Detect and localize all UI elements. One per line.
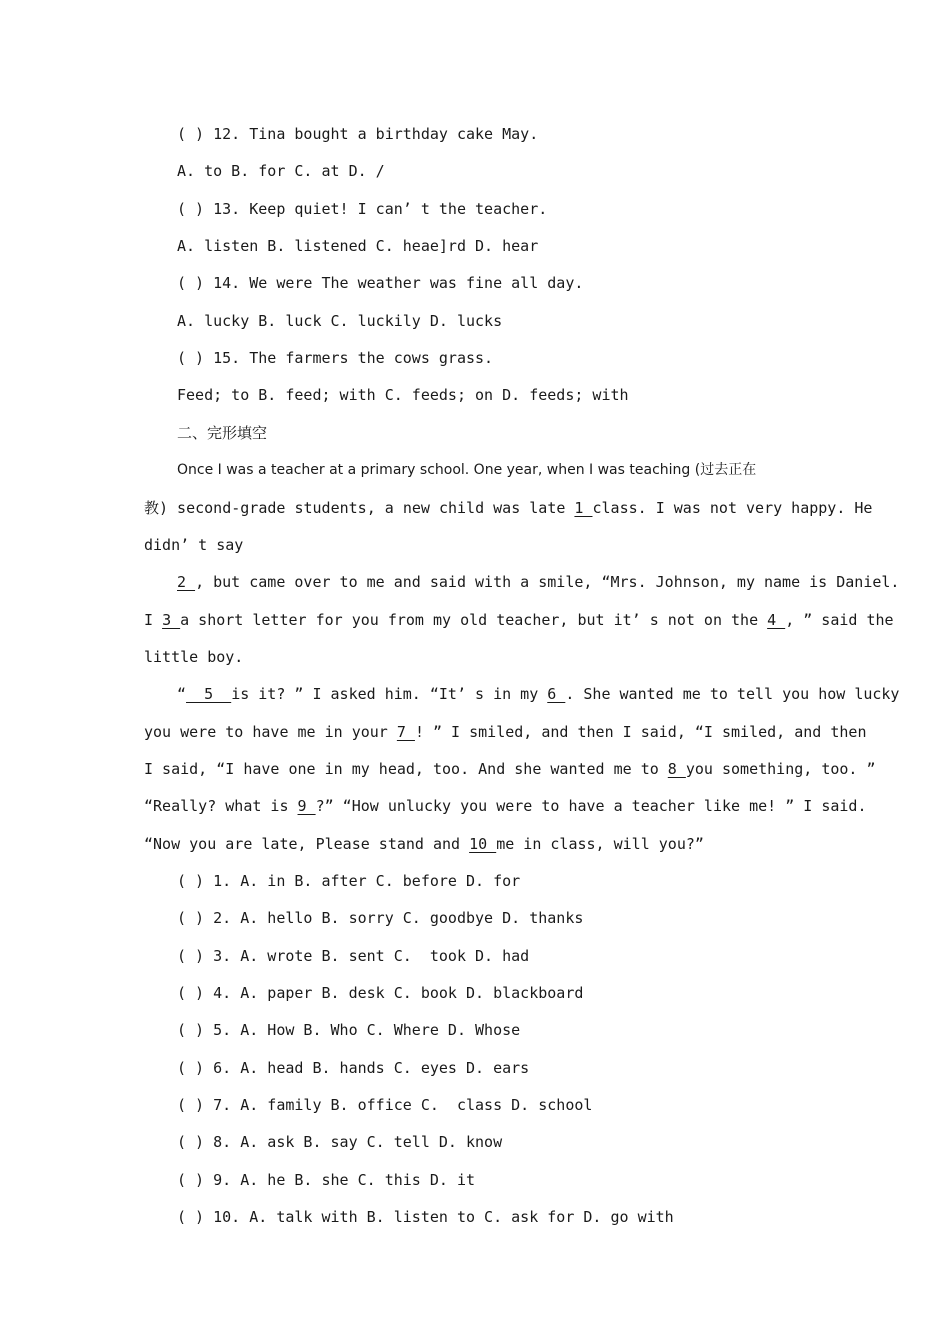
cloze-paragraph-line: didn’ t say: [144, 536, 244, 554]
cloze-paragraph-line: [144, 759, 876, 779]
question-14-stem: ( ) 14. We were The weather was fine all day.: [177, 274, 584, 292]
cloze-question-9: ( ) 9. A. he B. she C. this D. it: [177, 1171, 476, 1189]
cloze-question-5: ( ) 5. A. How B. Who C. Where D. Whose: [177, 1021, 521, 1039]
blank-3: 3: [162, 611, 181, 629]
blank-5: 5: [186, 685, 232, 703]
blank-9: 9: [297, 797, 316, 815]
text-run: “Now you are late, Please stand and: [144, 835, 470, 853]
cloze-question-8: ( ) 8. A. ask B. say C. tell D. know: [177, 1133, 503, 1151]
cloze-paragraph-line: [144, 610, 894, 630]
cloze-question-6: ( ) 6. A. head B. hands C. eyes D. ears: [177, 1059, 530, 1077]
cloze-paragraph-line: [144, 796, 866, 816]
text-run: you were to have me in your: [144, 723, 397, 741]
blank-1: 1: [574, 499, 593, 517]
cloze-paragraph-line: [144, 498, 872, 518]
question-12-options: A. to B. for C. at D. /: [177, 162, 385, 180]
question-15-options: Feed; to B. feed; with C. feeds; on D. feeds; with: [177, 386, 629, 404]
cloze-question-2: ( ) 2. A. hello B. sorry C. goodbye D. thanks: [177, 909, 584, 927]
blank-8: 8: [667, 760, 686, 778]
text-run: ?” “How unlucky you were to have a teacher like me! ” I said.: [315, 797, 867, 815]
section-title: 二、完形填空: [177, 424, 268, 442]
cloze-question-7: ( ) 7. A. family B. office C. class D. school: [177, 1096, 593, 1114]
cloze-question-4: ( ) 4. A. paper B. desk C. book D. blackboard: [177, 984, 584, 1002]
cloze-paragraph-line: [177, 684, 899, 704]
text-run: “Really? what is: [144, 797, 298, 815]
cloze-question-1: ( ) 1. A. in B. after C. before D. for: [177, 872, 521, 890]
text-run: , ” said the: [785, 611, 894, 629]
text-run: . She wanted me to tell you how lucky: [565, 685, 900, 703]
text-run: , but came over to me and said with a smile, “Mrs. Johnson, my name is Daniel.: [195, 573, 900, 591]
cloze-question-10: ( ) 10. A. talk with B. listen to C. ask for D. go with: [177, 1208, 674, 1226]
blank-4: 4: [767, 611, 786, 629]
question-12-stem: ( ) 12. Tina bought a birthday cake May.: [177, 125, 539, 143]
cloze-paragraph-line: [177, 572, 899, 592]
cloze-paragraph-line: [144, 722, 866, 742]
text-run: “: [177, 685, 187, 703]
blank-2: 2: [177, 573, 196, 591]
question-14-options: A. lucky B. luck C. luckily D. lucks: [177, 312, 503, 330]
question-13-stem: ( ) 13. Keep quiet! I can’ t the teacher.: [177, 200, 548, 218]
text-run: class. I was not very happy. He: [592, 499, 873, 517]
question-13-options: A. listen B. listened C. heae]rd D. hear: [177, 237, 539, 255]
text-run: you something, too. ”: [685, 760, 876, 778]
cloze-question-3: ( ) 3. A. wrote B. sent C. took D. had: [177, 947, 530, 965]
blank-6: 6: [547, 685, 566, 703]
blank-10: 10: [469, 835, 497, 853]
text-run: is it? ” I asked him. “It’ s in my: [231, 685, 548, 703]
text-run: ! ” I smiled, and then I said, “I smiled, and then: [414, 723, 867, 741]
cloze-paragraph-line: Once I was a teacher at a primary school. One year, when I was teaching (过去正在: [177, 462, 757, 478]
blank-7: 7: [396, 723, 415, 741]
text-run: 教) second-grade students, a new child was late: [144, 499, 575, 517]
cloze-paragraph-line: [144, 834, 704, 854]
question-15-stem: ( ) 15. The farmers the cows grass.: [177, 349, 494, 367]
text-run: a short letter for you from my old teacher, but it’ s not on the: [180, 611, 768, 629]
text-run: I said, “I have one in my head, too. And she wanted me to: [144, 760, 668, 778]
text-run: me in class, will you?”: [496, 835, 704, 853]
text-run: I: [144, 611, 163, 629]
cloze-paragraph-line: little boy.: [144, 648, 244, 666]
